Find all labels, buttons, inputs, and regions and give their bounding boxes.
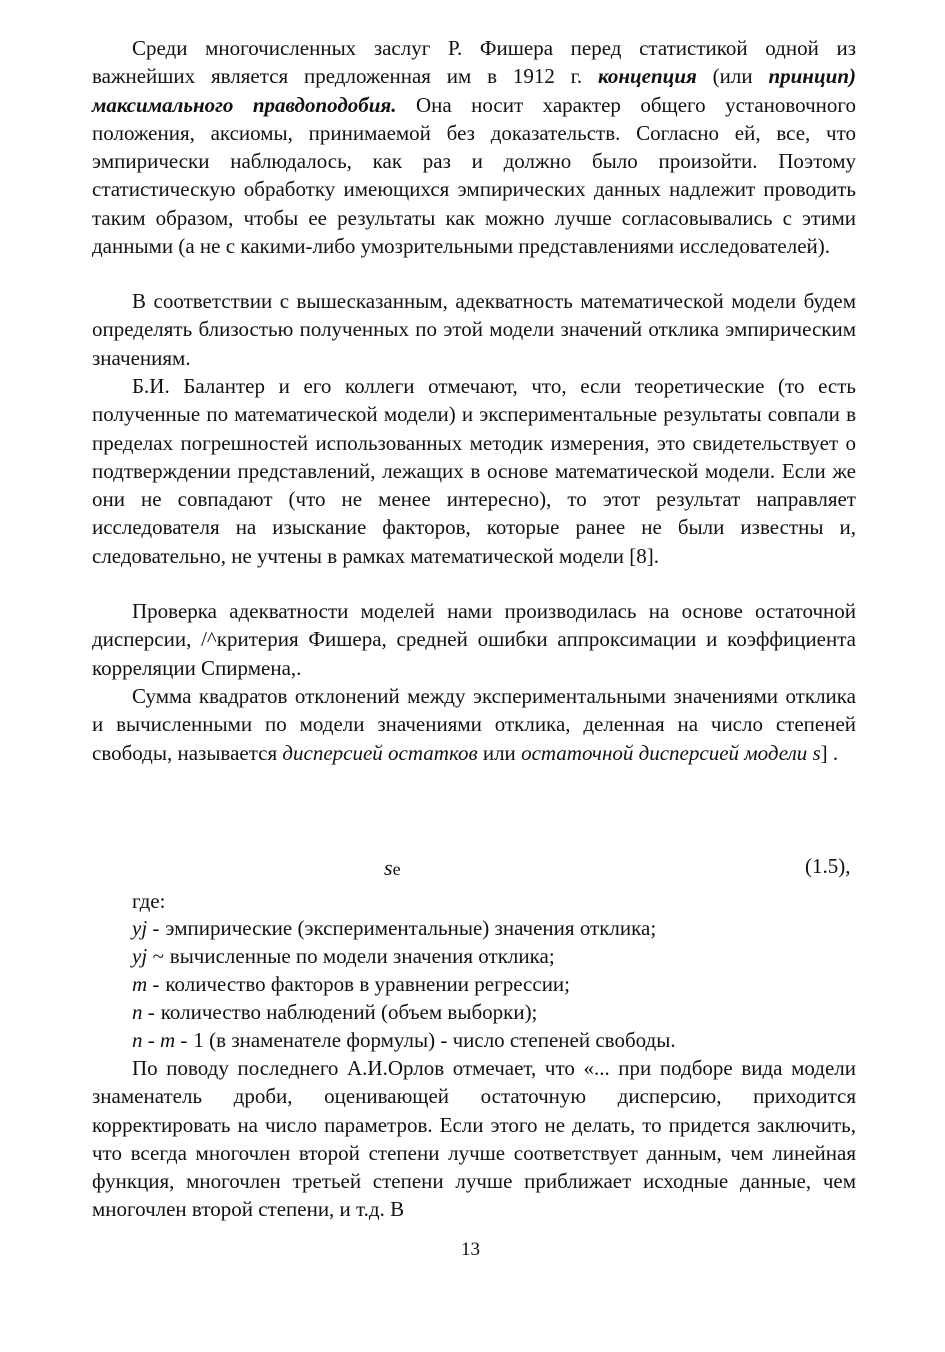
paragraph-fisher-concept — [92, 34, 856, 260]
formula-subscript: e — [392, 859, 401, 879]
legend-symbol: yj ~ — [132, 944, 164, 968]
legend-text: 1 (в знаменателе формулы) - число степеней свободы. — [193, 1028, 676, 1052]
legend-symbol: n - — [132, 1000, 155, 1024]
emphasis-concept: концепция — [597, 64, 697, 89]
paragraph-adequacy-check: Проверка адекватности моделей нами производилась на основе остаточной дисперсии, /^критерия Фишера, средней ошибки аппроксимации и коэффициента корреляции Спирмена,. — [92, 599, 856, 680]
formula-number: (1.5), — [805, 854, 851, 878]
emphasis-residual-dispersion: дисперсией остатков — [282, 740, 478, 765]
text-segment: (или — [696, 64, 769, 89]
text-segment: Она носит характер общего установочного положения, аксиомы, принимаемой без доказательств. Согласно ей, все, что эмпирически наблюдалось, как раз и должно было произойти. Поэтому статистическую обработку имеющихся эмпирических данных надлежит проводить таким образом, чтобы ее результаты как можно лучше согласовывались с этими данными (а не с какими-либо умозрительными представлениями исследователей). — [92, 92, 857, 259]
legend-text: количество наблюдений (объем выборки); — [160, 1000, 538, 1024]
legend-text: эмпирические (экспериментальные) значения отклика; — [165, 916, 657, 940]
text-segment: или — [477, 740, 522, 765]
legend-symbol: n - m - — [132, 1028, 188, 1052]
legend-item — [132, 998, 832, 1026]
page-number: 13 — [461, 1239, 480, 1260]
emphasis-max-likelihood: принцип) максимального правдоподобия. — [92, 64, 857, 117]
legend-symbol: yj - — [132, 916, 160, 940]
text-segment: Среди многочисленных заслуг Р. Фишера перед статистикой одной из важнейших является предложенная им в 1912 г. — [92, 36, 856, 89]
paragraph-residual-variance — [92, 682, 856, 767]
legend-item — [132, 914, 832, 942]
paragraph-balanter: Б.И. Балантер и его коллеги отмечают, что, если теоретические (то есть полученные по математической модели) и экспериментальные результаты совпали в пределах погрешностей использованных методик измерения, это свидетельствует о подтверждении представлений, лежащих в основе математической модели. Если же они не совпадают (что не менее интересно), то этот результат направляет исследователя на изыскание факторов, которые ранее не были известны и, следовательно, не учтены в рамках математической модели [8]. — [92, 374, 856, 568]
legend-text: количество факторов в уравнении регрессии; — [165, 972, 570, 996]
where-label: где: — [132, 889, 166, 913]
emphasis-model-dispersion: остаточной дисперсией модели s — [521, 740, 821, 765]
text-segment: ] . — [820, 740, 839, 765]
formula-symbol: s — [384, 855, 393, 880]
legend-item — [132, 970, 832, 998]
legend-item — [132, 942, 832, 970]
paragraph-adequacy: В соответствии с вышесказанным, адекватность математической модели будем определять близостью полученных по этой модели значений отклика эмпирическим значениям. — [92, 289, 856, 370]
legend-item — [132, 1026, 832, 1054]
paragraph-orlov-quote: По поводу последнего А.И.Орлов отмечает, что «... при подборе вида модели знаменатель дроби, оценивающей остаточную дисперсию, приходится корректировать на число параметров. Если этого не делать, то придется заключить, что всегда многочлен второй степени лучше соответствует данным, чем линейная функция, многочлен третьей степени лучше приближает исходные данные, чем многочлен второй степени, и т.д. В — [92, 1056, 856, 1222]
formula — [384, 854, 401, 883]
legend-symbol: m - — [132, 972, 160, 996]
legend-text: вычисленные по модели значения отклика; — [169, 944, 555, 968]
text-segment: Сумма квадратов отклонений между экспериментальными значениями отклика и вычисленными по модели значениями отклика, деленная на число степеней свободы, называется — [92, 684, 856, 765]
